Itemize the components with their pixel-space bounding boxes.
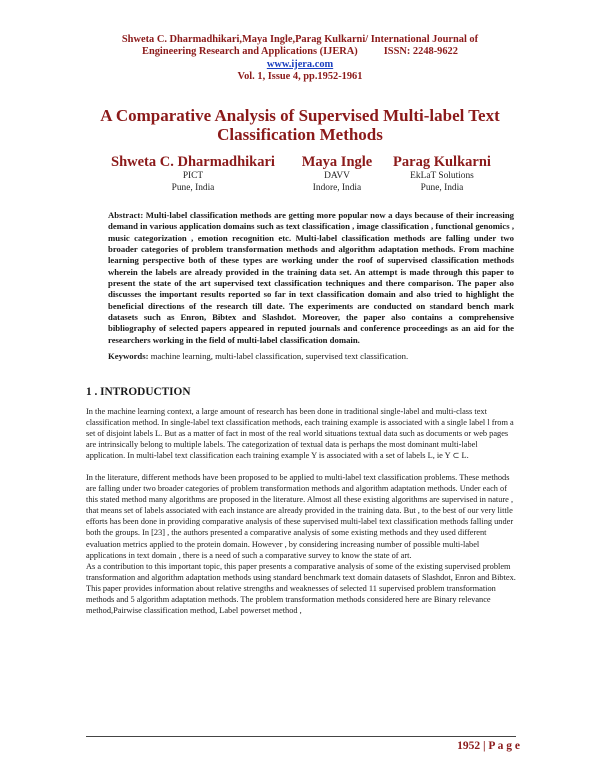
author-name: Shweta C. Dharmadhikari [111,154,275,170]
keywords-text: machine learning, multi-label classification, supervised text classification. [150,351,409,361]
author-location: Pune, India [171,182,215,193]
page-separator: | [482,740,486,752]
journal-header [0,34,600,84]
author-location: Indore, India [312,182,362,193]
abstract-text: Multi-label classification methods are getting more popular now a days because of their increasing demand in various application domains such as text classification , image classification , functional genomics , music categorization , emotion recognition etc. Multi-label classification methods are falling under two broader categories of problem transformation methods and algorithm adaptation methods. From machine learning perspective both of these types are working under the roof of supervised classification methods wherein the labels are already provided in the training data set. An attempt is made through this paper to present the state of the art supervised text classification techniques and there comparison. The paper also discusses the important results reported so far in text classification domain and also tried to highlight the beneficial directions of the research till date. The experiments are conducted on standard bench mark datasets such as Enron, Bibtex and Slashdot. Moreover, the paper also contains a comprehensive bibliography of selected papers appeared in reputed journals and conference proceedings as an aid for the researchers working in the field of multi-label classification domain. [108,210,514,345]
keywords-label: Keywords: [108,351,149,361]
author-3 [384,154,500,194]
author-affiliation: PICT [182,171,204,181]
paragraph-4: This paper provides information about relative strengths and weaknesses of selected 11 supervised problem transformation methods and 5 algorithm adaptation methods. The problem transformation methods considered here are Binary relevance method,Pairwise classification method, Label powerset method , [86,583,496,615]
author-2 [292,154,382,194]
volume-issue: Vol. 1, Issue 4, pp.1952-1961 [237,71,363,83]
page-number: 1952 [457,740,481,752]
author-affiliation: EkLaT Solutions [410,171,474,181]
paragraph-1: In the machine learning context, a large amount of research has been done in traditional single-label and multi-class text classification method. In single-label text classification methods, each training example is associated with a single label l from a set of disjoint labels L. But as a matter of fact in most of the real world situations textual data such as documents or web pages are intrinsically belong to multiple labels. The categorization of textual data is perhaps the most dominant multi-label application. In multi-label text classification each training example Y is associated with a set of labels L, ie Y ⊂ L. [86,407,514,461]
abstract-label: Abstract: [108,210,144,220]
section-heading: 1 . INTRODUCTION [86,386,191,398]
page-label: P a g e [488,740,520,752]
journal-line-2 [0,46,600,58]
journal-name: Engineering Research and Applications (IJERA) [142,46,358,58]
author-name: Maya Ingle [301,154,373,170]
issn: ISSN: 2248-9622 [383,46,458,58]
paper-title: A Comparative Analysis of Supervised Multi-label Text Classification Methods [100,106,500,144]
author-affiliation: DAVV [324,171,350,181]
paragraph-2: In the literature, different methods have been proposed to be applied to multi-label text classification problems. These methods are falling under two broader categories of problem transformation methods and algorithm adaptation methods. Under each of this stated method many algorithms are proposed in the literature. Almost all these existing algorithms are supervised in nature , that means set of labels associated with each instance are already provided in the training data. But , to the best of our very little efforts has been done in providing comparative analysis of these supervised multi-label text classification methods falling under both the groups. In [23] , the authors presented a comparative analysis of some existing methods and they used different evaluation metrics applied to the protein domain. However , by considering increasing number of possible multi-label applications in text domain , there is a need of such a comparative survey to know the state of art. [86,473,514,560]
journal-line-1: Shweta C. Dharmadhikari,Maya Ingle,Parag Kulkarni/ International Journal of [121,34,479,45]
footer-divider [86,736,516,737]
author-name: Parag Kulkarni [393,154,491,170]
body-text [86,406,516,616]
journal-url[interactable]: www.ijera.com [266,58,334,70]
author-location: Pune, India [420,182,464,193]
paragraph-3: As a contribution to this important topic, this paper presents a comparative analysis of some of the existing supervised problem transformation and algorithm adaptation methods using standard benchmark text domain datasets of Slashdot, Enron and Bibtex. [86,561,516,582]
author-1 [106,154,280,194]
abstract [108,210,514,346]
page-footer [420,740,520,752]
keywords [108,351,518,361]
